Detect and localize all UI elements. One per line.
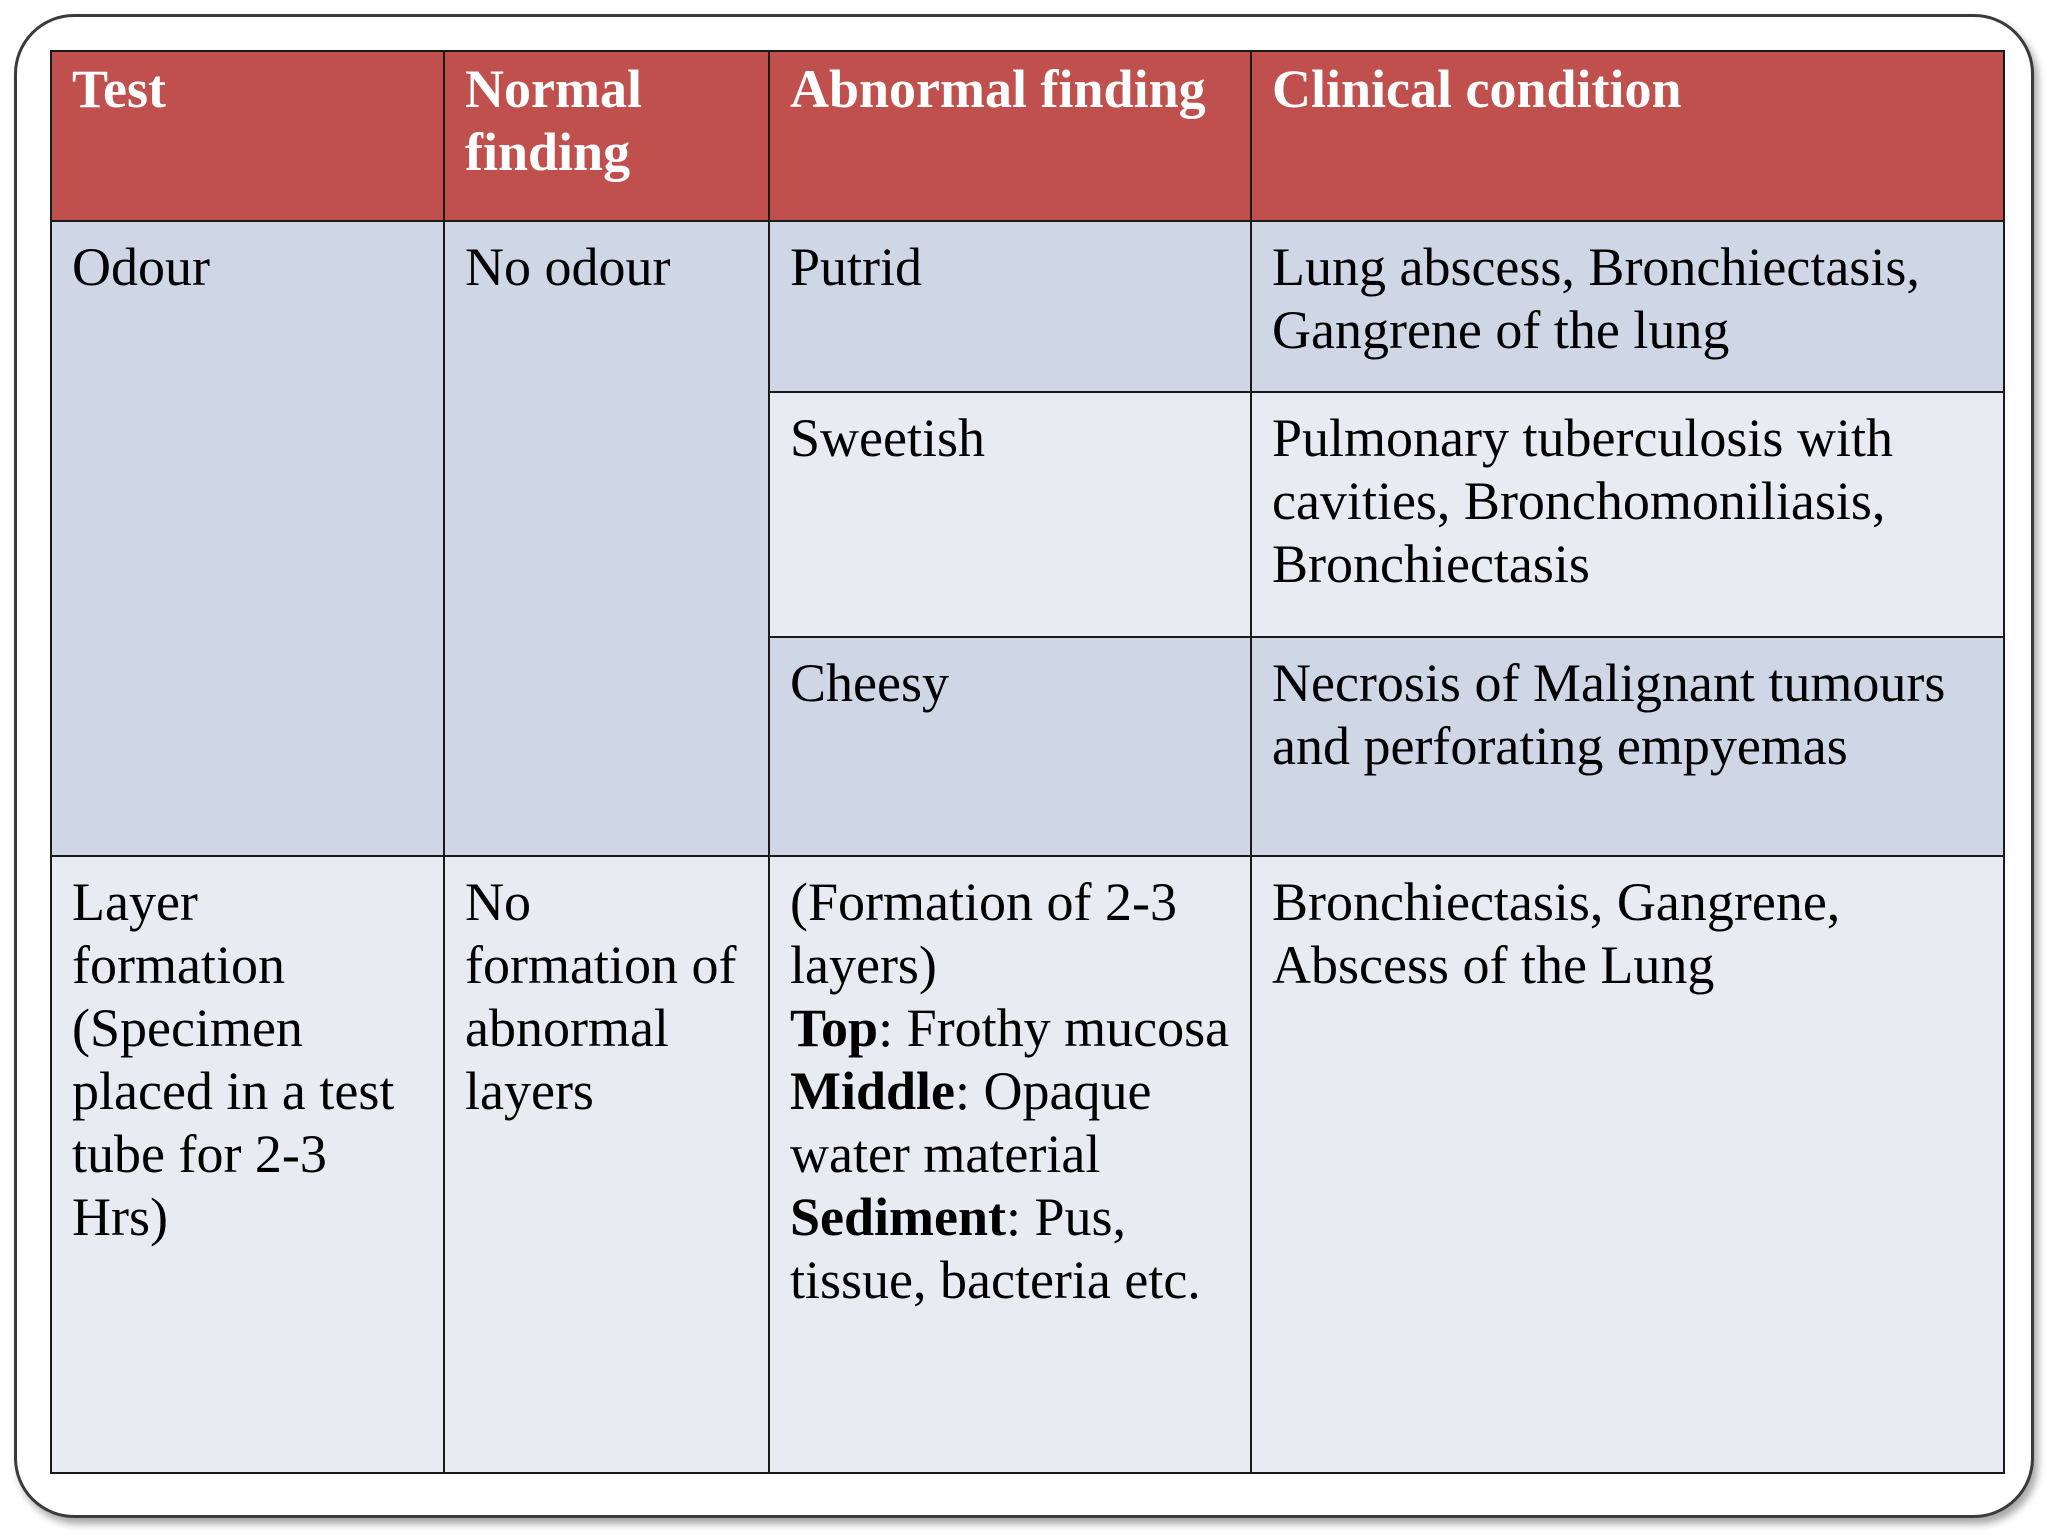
layer-intro-text: (Formation of 2-3 layers) xyxy=(790,872,1177,995)
layer-sediment-value: : Pus, tissue, bacteria etc. xyxy=(790,1187,1201,1310)
layer-top-line xyxy=(790,997,1230,1060)
clinical-condition-cell: Pulmonary tuberculosis with cavities, Bronchomoniliasis, Bronchiectasis xyxy=(1251,392,2004,637)
header-normal-finding: Normal finding xyxy=(444,51,769,221)
layer-normal-cell: No formation of abnormal layers xyxy=(444,856,769,1473)
layer-test-cell: Layer formation (Specimen placed in a test tube for 2-3 Hrs) xyxy=(51,856,444,1473)
layer-sediment-line xyxy=(790,1186,1230,1312)
layer-middle-value: : Opaque water material xyxy=(790,1061,1152,1184)
sputum-findings-table xyxy=(50,50,2005,1474)
abnormal-finding-cell: Cheesy xyxy=(769,637,1251,856)
header-row xyxy=(51,51,2004,221)
header-clinical-condition: Clinical condition xyxy=(1251,51,2004,221)
layer-top-label: Top xyxy=(790,998,879,1058)
odour-normal-cell: No odour xyxy=(444,221,769,856)
layer-sediment-label: Sediment xyxy=(790,1187,1006,1247)
header-test: Test xyxy=(51,51,444,221)
abnormal-finding-cell: Sweetish xyxy=(769,392,1251,637)
abnormal-finding-cell: Putrid xyxy=(769,221,1251,392)
layer-clinical-cell: Bronchiectasis, Gangrene, Abscess of the Lung xyxy=(1251,856,2004,1473)
table-row xyxy=(51,221,2004,392)
layer-top-value: : Frothy mucosa xyxy=(878,998,1230,1058)
layer-middle-label: Middle xyxy=(790,1061,956,1121)
header-abnormal-finding: Abnormal finding xyxy=(769,51,1251,221)
odour-test-cell: Odour xyxy=(51,221,444,856)
clinical-condition-cell: Necrosis of Malignant tumours and perforating empyemas xyxy=(1251,637,2004,856)
layer-abnormal-cell xyxy=(769,856,1251,1473)
layer-middle-line xyxy=(790,1060,1230,1186)
clinical-condition-cell: Lung abscess, Bronchiectasis, Gangrene of the lung xyxy=(1251,221,2004,392)
table-row xyxy=(51,856,2004,1473)
